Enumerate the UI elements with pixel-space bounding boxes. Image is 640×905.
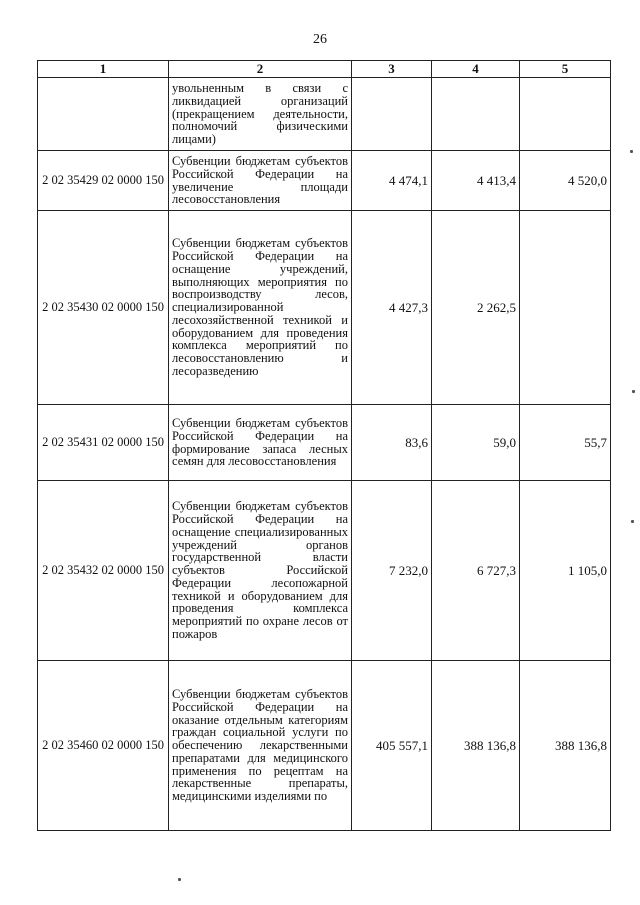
table-row [38, 481, 611, 661]
value-col4: 388 136,8 [432, 661, 520, 831]
scan-speck [178, 878, 181, 881]
value-col3: 4 474,1 [352, 151, 432, 211]
value-col3: 405 557,1 [352, 661, 432, 831]
value-col5 [520, 211, 611, 405]
budget-code: 2 02 35431 02 0000 150 [38, 405, 169, 481]
column-header: 3 [352, 61, 432, 78]
table-row [38, 78, 611, 151]
value-col4 [432, 78, 520, 151]
table-row [38, 151, 611, 211]
table-header-row [38, 61, 611, 78]
value-col5: 388 136,8 [520, 661, 611, 831]
value-col4: 4 413,4 [432, 151, 520, 211]
value-col4: 59,0 [432, 405, 520, 481]
column-header: 4 [432, 61, 520, 78]
value-col5: 4 520,0 [520, 151, 611, 211]
scan-speck [630, 150, 633, 153]
table-row [38, 405, 611, 481]
scan-speck [631, 520, 634, 523]
value-col5: 1 105,0 [520, 481, 611, 661]
scan-speck [632, 390, 635, 393]
value-col3: 4 427,3 [352, 211, 432, 405]
value-col4: 6 727,3 [432, 481, 520, 661]
budget-table [37, 60, 611, 831]
column-header: 5 [520, 61, 611, 78]
budget-code [38, 78, 169, 151]
item-description: Субвенции бюджетам субъектов Российской Федерации на оснащение специализированных учреждений органов государственной власти субъектов Российской Федерации лесопожарной техникой и оборудованием для проведения комплекса мероприятий по охране лесов от пожаров [169, 481, 352, 661]
table-row [38, 211, 611, 405]
value-col3: 7 232,0 [352, 481, 432, 661]
table-row [38, 661, 611, 831]
budget-code: 2 02 35460 02 0000 150 [38, 661, 169, 831]
item-description: увольненным в связи с ликвидацией организаций (прекращением деятельности, полномочий физическими лицами) [169, 78, 352, 151]
column-header: 1 [38, 61, 169, 78]
value-col5 [520, 78, 611, 151]
item-description: Субвенции бюджетам субъектов Российской Федерации на увеличение площади лесовосстановления [169, 151, 352, 211]
item-description: Субвенции бюджетам субъектов Российской Федерации на формирование запаса лесных семян для лесовосстановления [169, 405, 352, 481]
value-col5: 55,7 [520, 405, 611, 481]
column-header: 2 [169, 61, 352, 78]
budget-code: 2 02 35429 02 0000 150 [38, 151, 169, 211]
item-description: Субвенции бюджетам субъектов Российской Федерации на оснащение учреждений, выполняющих мероприятия по воспроизводству лесов, специализированной лесохозяйственной техникой и оборудованием для проведения комплекса мероприятий по лесовосстановлению и лесоразведению [169, 211, 352, 405]
value-col4: 2 262,5 [432, 211, 520, 405]
value-col3: 83,6 [352, 405, 432, 481]
page-number: 26 [313, 32, 327, 47]
item-description: Субвенции бюджетам субъектов Российской Федерации на оказание отдельным категориям граждан социальной услуги по обеспечению лекарственными препаратами для медицинского применения по рецептам на лекарственные препараты, медицинскими изделиями по [169, 661, 352, 831]
budget-code: 2 02 35432 02 0000 150 [38, 481, 169, 661]
value-col3 [352, 78, 432, 151]
budget-code: 2 02 35430 02 0000 150 [38, 211, 169, 405]
